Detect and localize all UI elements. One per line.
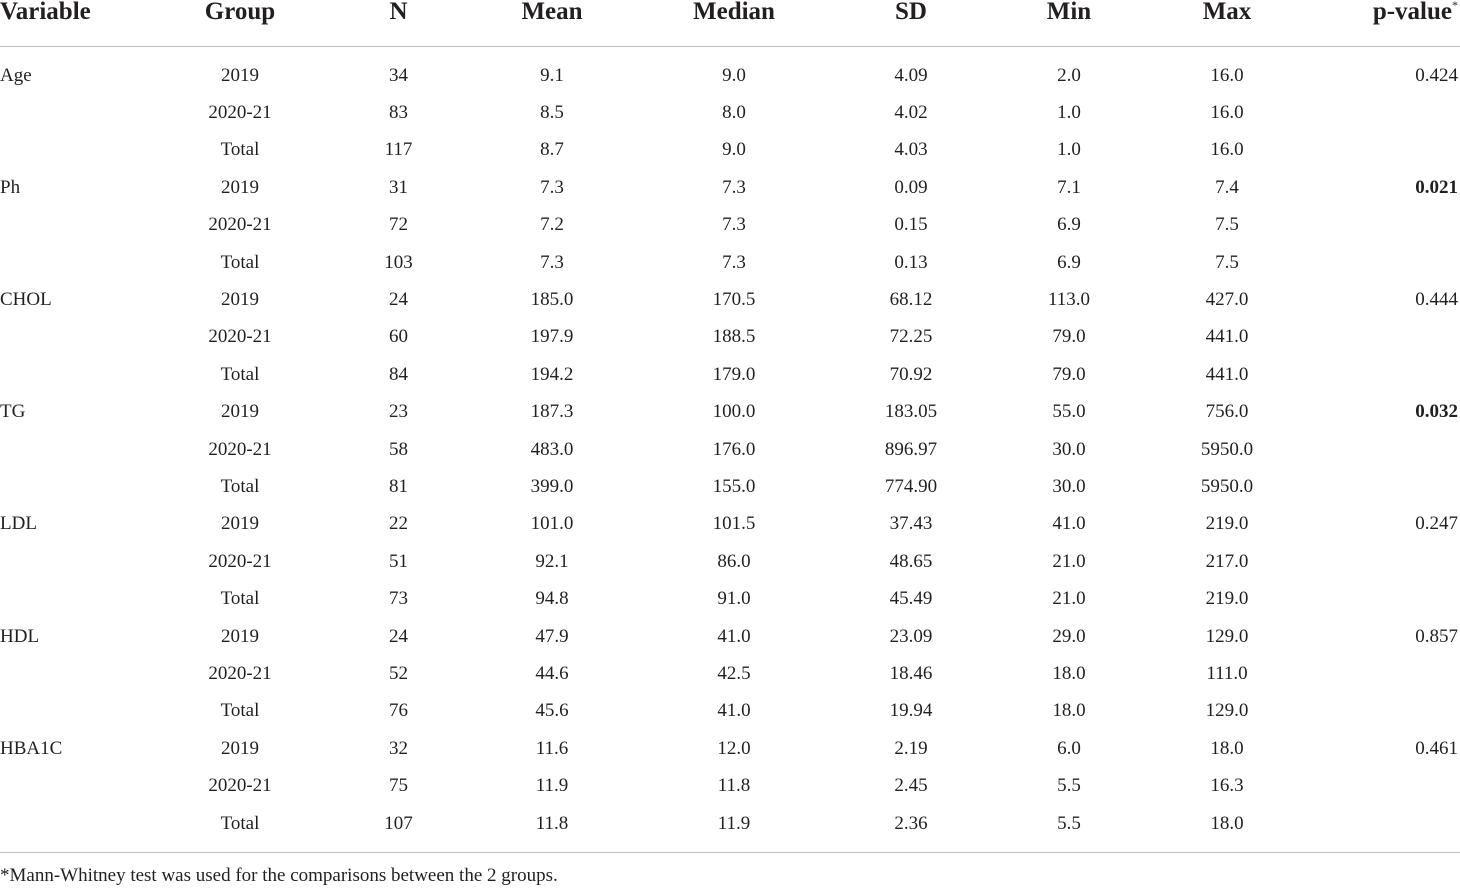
cell-sd: 70.92 (889, 363, 933, 385)
cell-variable (0, 244, 110, 281)
cell-variable: Ph (0, 176, 21, 198)
cell-pvalue (1347, 693, 1460, 730)
table-row (0, 319, 1460, 356)
cell-mean: 92.1 (535, 550, 569, 572)
cell-sd: 183.05 (884, 401, 938, 423)
cell-sd: 4.03 (894, 139, 928, 161)
cell-n: 103 (384, 251, 413, 273)
cell-min: 7.1 (1057, 176, 1081, 198)
header-mean: Mean (427, 0, 677, 47)
cell-variable: LDL (0, 513, 37, 535)
cell-variable (0, 356, 110, 393)
cell-median: 42.5 (717, 662, 751, 684)
cell-median: 41.0 (717, 625, 751, 647)
cell-min: 1.0 (1057, 139, 1081, 161)
cell-max: 5950.0 (1200, 438, 1254, 460)
cell-max: 7.5 (1215, 214, 1239, 236)
cell-variable: HBA1C (0, 737, 63, 759)
cell-pvalue (1347, 207, 1460, 244)
cell-min: 18.0 (1052, 662, 1086, 684)
cell-max: 217.0 (1205, 550, 1249, 572)
cell-n: 51 (389, 550, 408, 572)
cell-mean: 7.2 (540, 214, 564, 236)
cell-median: 91.0 (717, 588, 751, 610)
table-row (0, 693, 1460, 730)
cell-mean: 7.3 (540, 176, 564, 198)
cell-median: 11.8 (717, 775, 751, 797)
cell-mean: 187.3 (530, 401, 574, 423)
cell-group: 2019 (221, 176, 259, 198)
cell-n: 75 (389, 775, 408, 797)
cell-median: 41.0 (717, 700, 751, 722)
header-pvalue-mark: * (1452, 0, 1458, 12)
cell-mean: 8.7 (540, 139, 564, 161)
cell-max: 16.3 (1210, 775, 1244, 797)
cell-max: 7.5 (1215, 251, 1239, 273)
cell-max: 129.0 (1205, 625, 1249, 647)
cell-variable (0, 655, 110, 692)
cell-max: 441.0 (1205, 363, 1249, 385)
cell-group: 2020-21 (208, 775, 272, 797)
table-row (0, 805, 1460, 852)
table-row (0, 506, 1460, 543)
cell-pvalue: 0.032 (1415, 401, 1458, 423)
cell-n: 83 (389, 102, 408, 124)
cell-min: 21.0 (1052, 588, 1086, 610)
cell-min: 113.0 (1047, 289, 1091, 311)
cell-mean: 94.8 (535, 588, 569, 610)
cell-sd: 18.46 (889, 662, 933, 684)
cell-group: 2019 (221, 513, 259, 535)
cell-group: 2019 (221, 289, 259, 311)
cell-max: 219.0 (1205, 513, 1249, 535)
cell-sd: 23.09 (889, 625, 933, 647)
cell-mean: 399.0 (530, 475, 574, 497)
cell-variable (0, 468, 110, 505)
cell-variable (0, 580, 110, 617)
cell-sd: 0.13 (894, 251, 928, 273)
cell-pvalue (1347, 319, 1460, 356)
cell-n: 23 (389, 401, 408, 423)
cell-median: 179.0 (712, 363, 756, 385)
header-row (0, 0, 1460, 47)
table-row (0, 207, 1460, 244)
cell-median: 8.0 (722, 102, 746, 124)
cell-mean: 11.8 (535, 812, 569, 834)
cell-n: 31 (389, 176, 408, 198)
cell-pvalue: 0.857 (1415, 625, 1458, 647)
cell-median: 9.0 (722, 139, 746, 161)
cell-median: 100.0 (712, 401, 756, 423)
cell-mean: 9.1 (540, 64, 564, 86)
cell-group: 2020-21 (208, 438, 272, 460)
cell-variable: Age (0, 64, 32, 86)
cell-max: 441.0 (1205, 326, 1249, 348)
cell-pvalue: 0.444 (1415, 289, 1458, 311)
cell-sd: 68.12 (889, 289, 933, 311)
table-row (0, 730, 1460, 767)
cell-median: 7.3 (722, 214, 746, 236)
cell-pvalue (1347, 580, 1460, 617)
cell-pvalue: 0.247 (1415, 513, 1458, 535)
cell-group: 2020-21 (208, 662, 272, 684)
cell-min: 30.0 (1052, 438, 1086, 460)
table-row (0, 169, 1460, 206)
cell-pvalue (1347, 767, 1460, 804)
cell-pvalue (1347, 655, 1460, 692)
cell-variable (0, 431, 110, 468)
header-n: N (370, 0, 427, 47)
cell-pvalue (1347, 543, 1460, 580)
cell-variable (0, 693, 110, 730)
cell-group: Total (220, 363, 260, 385)
cell-median: 86.0 (717, 550, 751, 572)
cell-max: 756.0 (1205, 401, 1249, 423)
cell-pvalue: 0.461 (1415, 737, 1458, 759)
cell-group: 2020-21 (208, 326, 272, 348)
cell-group: Total (220, 251, 260, 273)
cell-n: 72 (389, 214, 408, 236)
cell-min: 1.0 (1057, 102, 1081, 124)
cell-n: 24 (389, 625, 408, 647)
cell-min: 29.0 (1052, 625, 1086, 647)
cell-mean: 11.6 (535, 737, 569, 759)
cell-pvalue (1347, 132, 1460, 169)
cell-min: 5.5 (1057, 812, 1081, 834)
cell-pvalue (1347, 431, 1460, 468)
cell-pvalue (1347, 356, 1460, 393)
cell-mean: 11.9 (535, 775, 569, 797)
cell-min: 55.0 (1052, 401, 1086, 423)
cell-median: 101.5 (712, 513, 756, 535)
cell-n: 32 (389, 737, 408, 759)
cell-min: 79.0 (1052, 363, 1086, 385)
cell-max: 7.4 (1215, 176, 1239, 198)
table-footnote: *Mann-Whitney test was used for the comparisons between the 2 groups. (0, 865, 558, 887)
cell-max: 18.0 (1210, 737, 1244, 759)
cell-group: Total (220, 812, 260, 834)
cell-variable (0, 94, 110, 131)
cell-n: 60 (389, 326, 408, 348)
cell-mean: 7.3 (540, 251, 564, 273)
cell-sd: 4.09 (894, 64, 928, 86)
cell-group: Total (220, 139, 260, 161)
cell-group: 2019 (221, 401, 259, 423)
cell-max: 427.0 (1205, 289, 1249, 311)
cell-group: 2020-21 (208, 214, 272, 236)
cell-group: 2020-21 (208, 102, 272, 124)
cell-mean: 483.0 (530, 438, 574, 460)
cell-min: 6.0 (1057, 737, 1081, 759)
header-median: Median (677, 0, 791, 47)
cell-max: 5950.0 (1200, 475, 1254, 497)
cell-max: 111.0 (1206, 662, 1248, 684)
cell-min: 18.0 (1052, 700, 1086, 722)
table-row (0, 47, 1460, 95)
cell-sd: 0.15 (894, 214, 928, 236)
cell-sd: 37.43 (889, 513, 933, 535)
cell-median: 188.5 (712, 326, 756, 348)
table-row (0, 767, 1460, 804)
header-group: Group (110, 0, 370, 47)
cell-min: 79.0 (1052, 326, 1086, 348)
cell-n: 24 (389, 289, 408, 311)
cell-median: 7.3 (722, 251, 746, 273)
cell-n: 76 (389, 700, 408, 722)
cell-variable: TG (0, 401, 26, 423)
cell-min: 6.9 (1057, 251, 1081, 273)
cell-sd: 19.94 (889, 700, 933, 722)
cell-pvalue (1347, 468, 1460, 505)
cell-n: 81 (389, 475, 408, 497)
cell-group: 2019 (221, 64, 259, 86)
cell-max: 16.0 (1210, 102, 1244, 124)
table-row (0, 431, 1460, 468)
cell-group: 2019 (221, 625, 259, 647)
table-row (0, 655, 1460, 692)
cell-mean: 45.6 (535, 700, 569, 722)
cell-max: 129.0 (1205, 700, 1249, 722)
cell-pvalue: 0.021 (1415, 176, 1458, 198)
cell-group: 2020-21 (208, 550, 272, 572)
cell-pvalue (1347, 94, 1460, 131)
cell-mean: 197.9 (530, 326, 574, 348)
table-row (0, 281, 1460, 318)
cell-variable (0, 319, 110, 356)
cell-max: 219.0 (1205, 588, 1249, 610)
cell-min: 2.0 (1057, 64, 1081, 86)
table-row (0, 468, 1460, 505)
cell-median: 176.0 (712, 438, 756, 460)
cell-variable (0, 805, 110, 852)
table-row (0, 580, 1460, 617)
cell-sd: 2.45 (894, 775, 928, 797)
cell-max: 16.0 (1210, 139, 1244, 161)
cell-sd: 896.97 (884, 438, 938, 460)
cell-median: 170.5 (712, 289, 756, 311)
cell-sd: 2.36 (894, 812, 928, 834)
cell-group: Total (220, 588, 260, 610)
cell-sd: 48.65 (889, 550, 933, 572)
cell-median: 7.3 (722, 176, 746, 198)
cell-n: 52 (389, 662, 408, 684)
cell-min: 41.0 (1052, 513, 1086, 535)
table-row (0, 94, 1460, 131)
cell-mean: 44.6 (535, 662, 569, 684)
cell-median: 155.0 (712, 475, 756, 497)
header-variable: Variable (0, 0, 110, 47)
cell-mean: 101.0 (530, 513, 574, 535)
header-min: Min (1031, 0, 1107, 47)
cell-sd: 4.02 (894, 102, 928, 124)
cell-median: 12.0 (717, 737, 751, 759)
cell-variable: HDL (0, 625, 40, 647)
cell-median: 11.9 (717, 812, 751, 834)
header-sd: SD (791, 0, 1031, 47)
header-pvalue-label: p-value (1372, 0, 1452, 25)
table-row (0, 244, 1460, 281)
cell-min: 6.9 (1057, 214, 1081, 236)
cell-max: 16.0 (1210, 64, 1244, 86)
cell-sd: 45.49 (889, 588, 933, 610)
cell-max: 18.0 (1210, 812, 1244, 834)
cell-mean: 47.9 (535, 625, 569, 647)
cell-group: Total (220, 700, 260, 722)
cell-mean: 185.0 (530, 289, 574, 311)
cell-n: 84 (389, 363, 408, 385)
cell-variable (0, 767, 110, 804)
cell-sd: 0.09 (894, 176, 928, 198)
table-row (0, 356, 1460, 393)
cell-pvalue: 0.424 (1415, 64, 1458, 86)
cell-sd: 2.19 (894, 737, 928, 759)
cell-n: 107 (384, 812, 413, 834)
cell-sd: 774.90 (884, 475, 938, 497)
cell-sd: 72.25 (889, 326, 933, 348)
cell-median: 9.0 (722, 64, 746, 86)
header-max: Max (1107, 0, 1347, 47)
table-row (0, 394, 1460, 431)
cell-n: 22 (389, 513, 408, 535)
cell-min: 21.0 (1052, 550, 1086, 572)
cell-variable (0, 543, 110, 580)
cell-min: 30.0 (1052, 475, 1086, 497)
table-row (0, 543, 1460, 580)
header-pvalue (1347, 0, 1460, 47)
cell-n: 73 (389, 588, 408, 610)
cell-variable (0, 132, 110, 169)
cell-min: 5.5 (1057, 775, 1081, 797)
cell-variable (0, 207, 110, 244)
cell-pvalue (1347, 805, 1460, 852)
table-row (0, 132, 1460, 169)
cell-mean: 8.5 (540, 102, 564, 124)
table-row (0, 618, 1460, 655)
cell-group: Total (220, 475, 260, 497)
cell-n: 117 (384, 139, 413, 161)
table-body (0, 47, 1460, 853)
cell-pvalue (1347, 244, 1460, 281)
cell-mean: 194.2 (530, 363, 574, 385)
cell-n: 58 (389, 438, 408, 460)
cell-group: 2019 (221, 737, 259, 759)
cell-n: 34 (389, 64, 408, 86)
cell-variable: CHOL (0, 289, 52, 311)
